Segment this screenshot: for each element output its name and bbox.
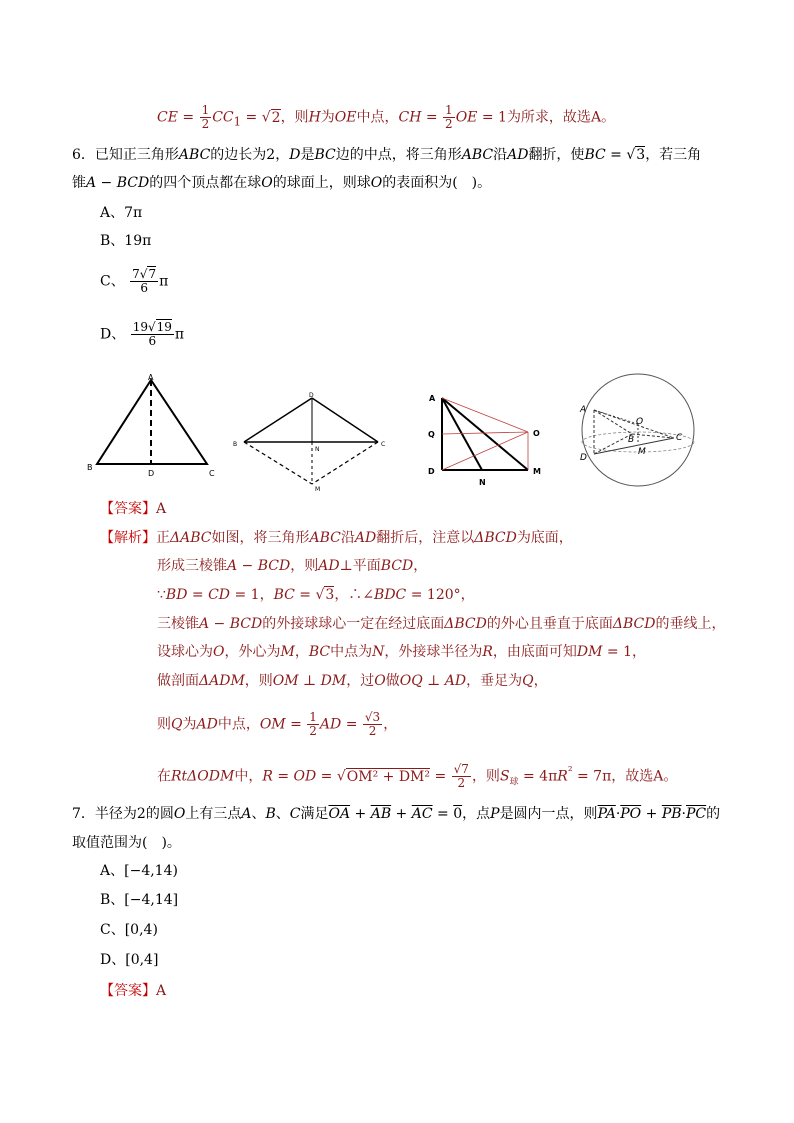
explain-label: 【解析】 [100, 530, 156, 546]
fraction: $\frac{7√7}{6}$ [132, 267, 157, 295]
q6-answer: 【答案】A [100, 501, 167, 517]
label-a: A [580, 405, 587, 415]
label-o: O [533, 429, 540, 438]
figure-sphere [572, 372, 704, 488]
q7-answer: 【答案】A [100, 983, 167, 999]
label-c: C [209, 469, 215, 478]
label-o: O [636, 417, 644, 427]
label-c: C [381, 441, 386, 448]
fraction: $\frac{√3}{2}$ [364, 710, 381, 738]
figure-triangle-abc [85, 372, 220, 484]
figure-cross-section [420, 388, 550, 488]
q6-explain-line8: 在RtΔODM中，R = OD = √OM² + DM² = $\frac{√7}{2}$ ，则$S_球 = 4\pi R^{^2} = 7\pi$，故选A。 [157, 762, 678, 791]
prev-solution-line: CE = $\frac{1}{2}$ $CC_1 = √2$，则H为OE中点，CH = $\frac{1}{2}$ OE = 1为所求，故选A。 [157, 103, 616, 131]
label-a: A [429, 394, 436, 403]
label-b: B [87, 463, 93, 472]
answer-label: 【答案】 [100, 983, 156, 999]
q6-option-b: B、19π [100, 233, 152, 249]
q7-option-b: B、[−4,14] [100, 892, 179, 908]
q6-explain-line3: ∵BD = CD = 1，BC = √3，∴∠BDC = 120°， [157, 587, 475, 603]
q6-explain-line4: 三棱锥A − BCD的外接球球心一定在经过底面ΔBCD的外心且垂直于底面ΔBCD的垂线上， [157, 616, 726, 632]
q7-stem-line2: 取值范围为( )。 [72, 835, 181, 851]
label-b: B [233, 441, 238, 448]
label-d: D [428, 467, 435, 476]
label-d: D [148, 469, 155, 478]
fraction: $\frac{√7}{2}$ [453, 762, 469, 791]
q7-option-c: C、[0,4) [100, 922, 158, 938]
q6-explain-line6: 做剖面ΔADM，则OM ⊥ DM，过O做OQ ⊥ AD，垂足为Q， [157, 673, 548, 689]
q6-explain-line2: 形成三棱锥A − BCD，则AD⊥平面BCD， [157, 558, 428, 574]
answer-label: 【答案】 [100, 501, 156, 517]
label-c: C [676, 433, 683, 443]
q6-explain-line1: 【解析】正ΔABC如图，将三角形ABC沿AD翻折后，注意以ΔBCD为底面， [100, 530, 573, 546]
q6-option-a: A、7π [100, 205, 143, 221]
fraction: $\frac{1}{2}$ [445, 103, 453, 131]
q6-explain-line7: 则Q为AD中点，OM = $\frac{1}{2}$ AD = $\frac{√3}{2}$ ， [157, 710, 398, 738]
fraction: $\frac{1}{2}$ [309, 710, 317, 738]
label-m: M [533, 467, 541, 476]
q7-option-a: A、[−4,14) [100, 863, 178, 879]
label-d: D [580, 453, 587, 463]
q7-stem-line1: 7．半径为2的圆O上有三点A、B、C满足$\overline{OA} + \overline{AB} + \overline{AC} = 0$，点P是圆内一点，则$\overline{PA}\cdot\overline{PO} + \overline{PB}\cdot\overline{PC}$的 [72, 806, 721, 822]
fraction: $\frac{19√19}{6}$ [132, 320, 172, 348]
q6-explain-line5: 设球心为O，外心为M，BC中点为N，外接球半径为R，由底面可知DM = 1， [157, 644, 646, 660]
label-n: N [315, 446, 320, 453]
label-b: B [628, 435, 635, 445]
figure-folded-base [232, 388, 392, 496]
q6-option-d: D、 $\frac{19√19}{6}$ π [100, 320, 185, 348]
label-d: D [309, 392, 314, 399]
q7-option-d: D、[0,4] [100, 952, 159, 968]
q6-stem-line2: 锥A − BCD的四个顶点都在球O的球面上，则球O的表面积为( )。 [72, 175, 492, 191]
label-n: N [479, 478, 486, 487]
q6-stem-line1: 6．已知正三角形ABC的边长为2，D是BC边的中点，将三角形ABC沿AD翻折，使BC = √3，若三角 [72, 147, 702, 163]
label-a: A [148, 373, 154, 382]
label-m: M [315, 486, 321, 493]
fraction: $\frac{1}{2}$ [201, 103, 210, 131]
q6-option-c: C、 $\frac{7√7}{6}$ π [100, 267, 169, 295]
label-q: Q [428, 430, 435, 439]
label-m: M [638, 447, 646, 457]
